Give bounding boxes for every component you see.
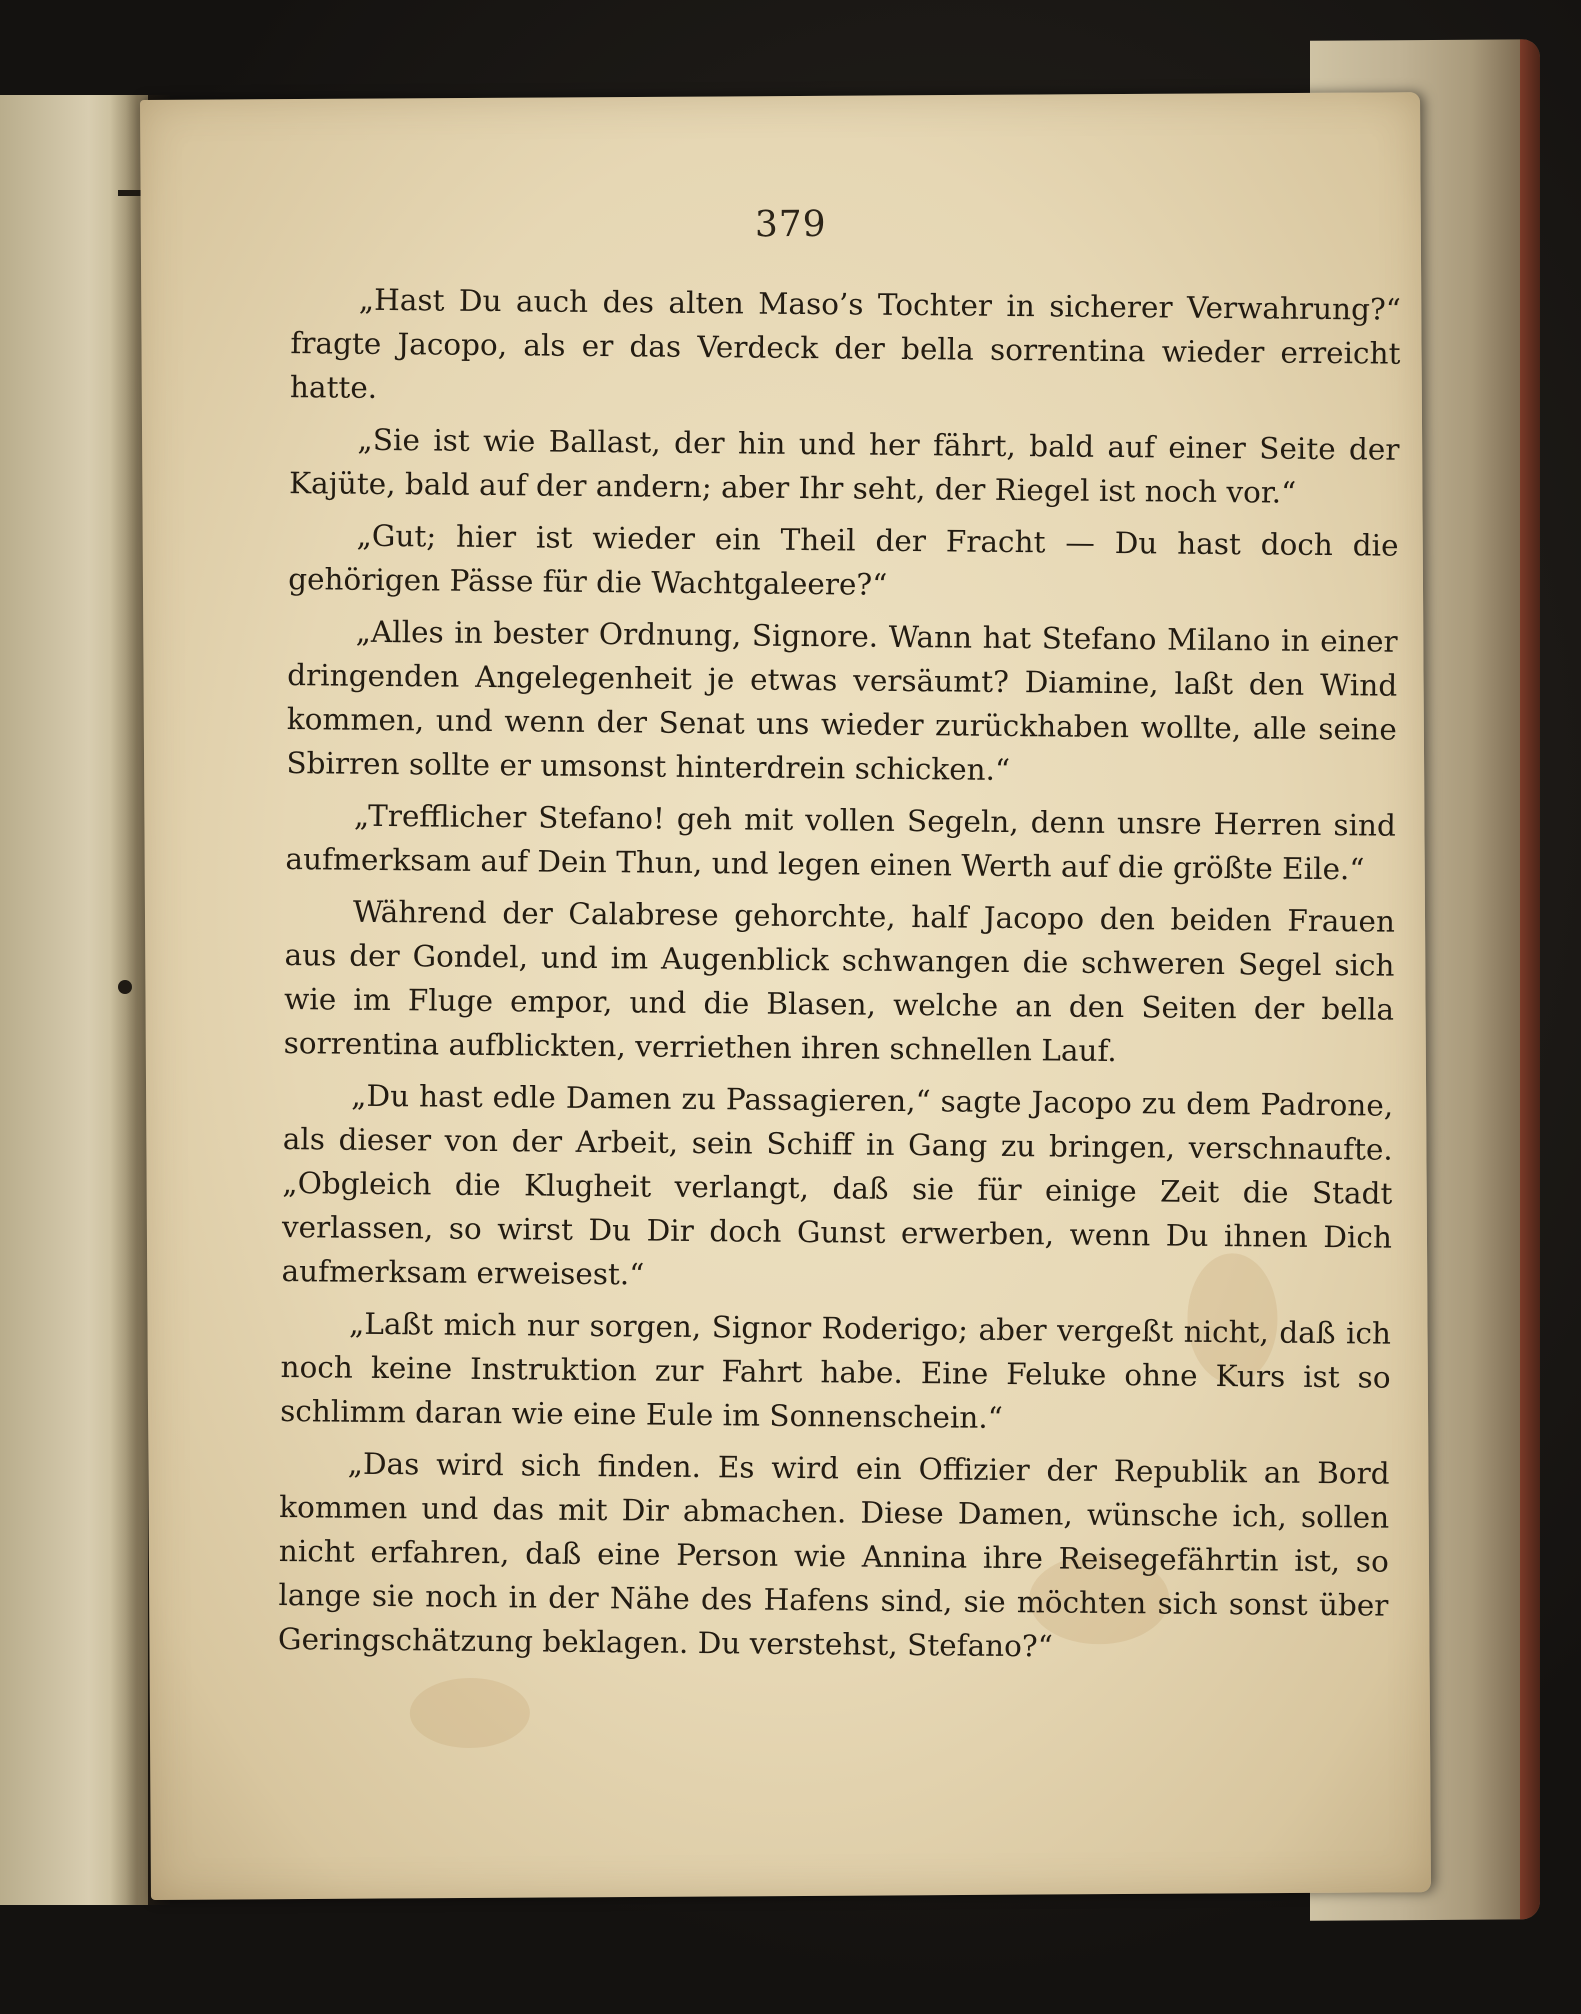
paragraph: „Alles in bester Ordnung, Signore. Wann hat Stefano Milano in einer dringenden Angelegenheit je etwas versäumt? Diamine, laßt den Wind kommen, und wenn der Senat uns wieder zurückhaben wollte, alle seine Sbirren sollte er umsonst hinterdrein schicken.“: [286, 614, 1398, 788]
paragraph: „Laßt mich nur sorgen, Signor Roderigo; aber vergeßt nicht, daß ich noch keine Instruktion zur Fahrt habe. Eine Feluke ohne Kurs ist so schlimm daran wie eine Eule im Sonnenschein.“: [280, 1306, 1392, 1435]
binding-mark-dot: [118, 980, 132, 994]
paragraph: Während der Calabrese gehorchte, half Jacopo den beiden Frauen aus der Gondel, und im Augenblick schwangen die schweren Segel sich wie im Fluge empor, und die Blasen, welche an den Seiten der bella sorrentina aufblickten, verriethen ihren schnellen Lauf.: [283, 894, 1396, 1069]
page-number: 379: [754, 203, 827, 246]
book-cover-edge: [1520, 39, 1540, 1919]
paragraph: „Gut; hier ist wieder ein Theil der Fracht — Du hast doch die gehörigen Pässe für die Wachtgaleere?“: [288, 518, 1399, 602]
paragraph: „Hast Du auch des alten Maso’s Tochter in sicherer Verwahrung?“ fragte Jacopo, als er das Verdeck der bella sorrentina wieder erreicht hatte.: [289, 282, 1401, 405]
paragraph: „Du hast edle Damen zu Passagieren,“ sagte Jacopo zu dem Padrone, als dieser von der Arbeit, sein Schiff in Gang zu bringen, verschnaufte. „Obgleich die Klugheit verlangt, daß sie für einige Zeit die Stadt verlassen, so wirst Du Dir doch Gunst erwerben, wenn Du ihnen Dich aufmerksam erweisest.“: [281, 1078, 1394, 1292]
paragraph: „Das wird sich finden. Es wird ein Offizier der Republik an Bord kommen und das mit Dir abmachen. Diese Damen, wünsche ich, sollen nicht erfahren, daß eine Person wie Annina ihre Reisegefährtin ist, so lange sie noch in der Nähe des Hafens sind, sie möchten sich sonst über Geringschätzung beklagen. Du verstehst, Stefano?“: [277, 1446, 1390, 1664]
book-page: [140, 92, 1431, 1900]
page-stain: [410, 1678, 530, 1749]
body-text: [278, 277, 1401, 1672]
paragraph: „Trefflicher Stefano! geh mit vollen Segeln, denn unsre Herren sind aufmerksam auf Dein Thun, und legen einen Werth auf die größte Eile.“: [285, 798, 1397, 887]
paragraph: „Sie ist wie Ballast, der hin und her fährt, bald auf einer Seite der Kajüte, bald auf der andern; aber Ihr seht, der Riegel ist noch vor.“: [288, 422, 1400, 510]
